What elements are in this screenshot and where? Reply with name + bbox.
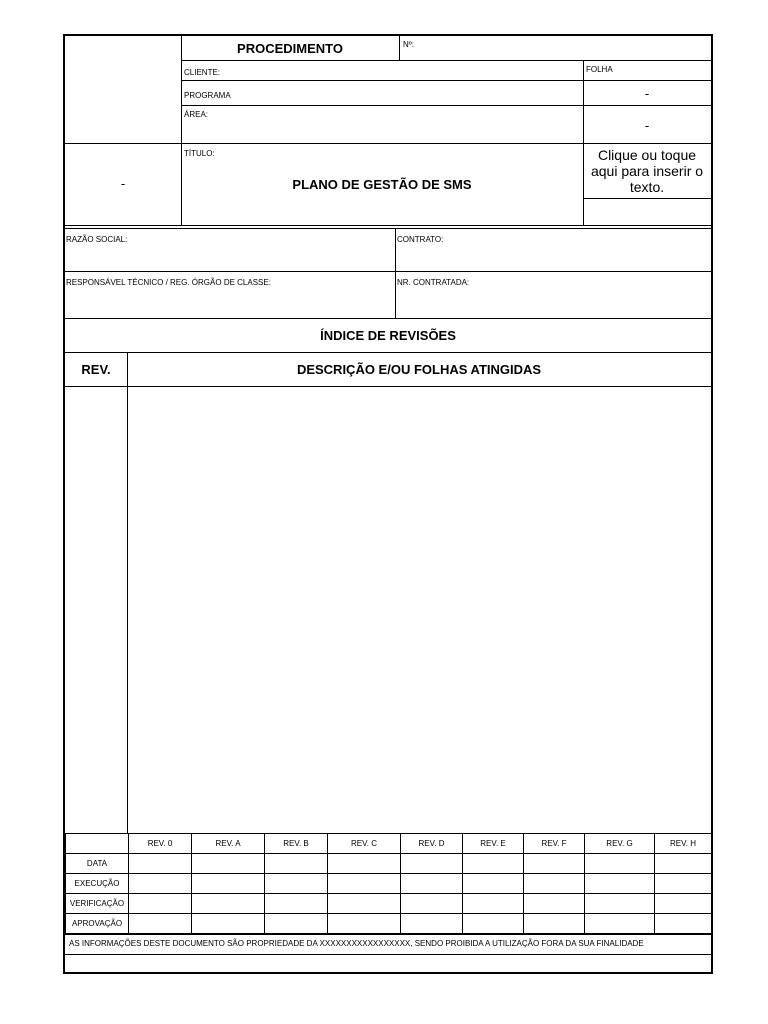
revisions-section-title: ÍNDICE DE REVISÕES <box>320 328 456 343</box>
table-cell[interactable] <box>655 894 712 914</box>
table-cell[interactable] <box>129 914 192 934</box>
table-row-approval <box>66 914 712 934</box>
table-cell[interactable] <box>463 914 524 934</box>
rev-0-header: REV. 0 <box>129 834 192 854</box>
table-row-execution <box>66 874 712 894</box>
table-row-verification <box>66 894 712 914</box>
rev-g-header: REV. G <box>585 834 655 854</box>
table-cell[interactable] <box>328 874 401 894</box>
revision-signature-table <box>65 833 712 934</box>
table-cell[interactable] <box>585 914 655 934</box>
ownership-notice: AS INFORMAÇÕES DESTE DOCUMENTO SÃO PROPRIEDADE DA XXXXXXXXXXXXXXXXX, SENDO PROIBIDA A UTILIZAÇÃO FORA DA SUA FINALIDADE <box>69 939 644 948</box>
table-cell[interactable] <box>463 894 524 914</box>
technical-lead-label: RESPONSÁVEL TÉCNICO / REG. ÓRGÃO DE CLASSE: <box>66 278 271 287</box>
table-cell[interactable] <box>192 854 265 874</box>
table-cell[interactable] <box>192 894 265 914</box>
document-title: PLANO DE GESTÃO DE SMS <box>292 177 472 192</box>
rev-a-header: REV. A <box>192 834 265 854</box>
procedure-label: PROCEDIMENTO <box>237 41 343 56</box>
contract-label: CONTRATO: <box>397 235 444 244</box>
text-placeholder-field[interactable] <box>585 147 709 195</box>
contracted-number-label: NR. CONTRATADA: <box>397 278 470 287</box>
row-label-execution: EXECUÇÃO <box>66 874 129 894</box>
table-cell[interactable] <box>129 874 192 894</box>
table-cell[interactable] <box>265 894 328 914</box>
sheet-label: FOLHA <box>586 65 613 74</box>
table-cell[interactable] <box>524 854 585 874</box>
table-cell[interactable] <box>328 914 401 934</box>
table-cell[interactable] <box>265 914 328 934</box>
program-sheet-value: - <box>644 86 650 101</box>
table-row-date <box>66 854 712 874</box>
title-label: TÍTULO: <box>184 149 215 158</box>
client-label: CLIENTE: <box>184 68 221 77</box>
table-cell[interactable] <box>192 874 265 894</box>
table-cell[interactable] <box>524 874 585 894</box>
revision-description-area[interactable] <box>128 387 711 833</box>
table-cell[interactable] <box>463 854 524 874</box>
table-cell[interactable] <box>328 894 401 914</box>
table-cell[interactable] <box>463 874 524 894</box>
row-label-date: DATA <box>66 854 129 874</box>
rev-h-header: REV. H <box>655 834 712 854</box>
area-sheet-value: - <box>644 118 650 133</box>
rev-e-header: REV. E <box>463 834 524 854</box>
table-cell[interactable] <box>655 874 712 894</box>
rev-f-header: REV. F <box>524 834 585 854</box>
row-label-approval: APROVAÇÃO <box>66 914 129 934</box>
table-cell[interactable] <box>265 854 328 874</box>
table-cell[interactable] <box>328 854 401 874</box>
table-corner <box>66 834 129 854</box>
table-cell[interactable] <box>655 914 712 934</box>
table-cell[interactable] <box>129 854 192 874</box>
table-cell[interactable] <box>524 914 585 934</box>
table-cell[interactable] <box>401 894 463 914</box>
table-cell[interactable] <box>585 894 655 914</box>
table-cell[interactable] <box>265 874 328 894</box>
rev-c-header: REV. C <box>328 834 401 854</box>
table-cell[interactable] <box>524 894 585 914</box>
table-cell[interactable] <box>192 914 265 934</box>
table-cell[interactable] <box>401 854 463 874</box>
rev-d-header: REV. D <box>401 834 463 854</box>
table-cell[interactable] <box>655 854 712 874</box>
table-cell[interactable] <box>585 854 655 874</box>
table-cell[interactable] <box>401 874 463 894</box>
program-label: PROGRAMA <box>184 91 231 100</box>
placeholder-text: Clique ou toque aqui para inserir o texto. <box>590 147 704 195</box>
table-cell[interactable] <box>401 914 463 934</box>
row-label-verification: VERIFICAÇÃO <box>66 894 129 914</box>
description-column-header: DESCRIÇÃO E/OU FOLHAS ATINGIDAS <box>296 362 542 377</box>
logo-placeholder: - <box>120 176 126 191</box>
procedure-form <box>63 34 713 974</box>
corporate-name-label: RAZÃO SOCIAL: <box>66 235 128 244</box>
rev-b-header: REV. B <box>265 834 328 854</box>
number-label: Nº: <box>403 40 414 49</box>
rev-column-header: REV. <box>81 362 111 377</box>
table-cell[interactable] <box>585 874 655 894</box>
area-label: ÁREA: <box>184 110 209 119</box>
table-cell[interactable] <box>129 894 192 914</box>
